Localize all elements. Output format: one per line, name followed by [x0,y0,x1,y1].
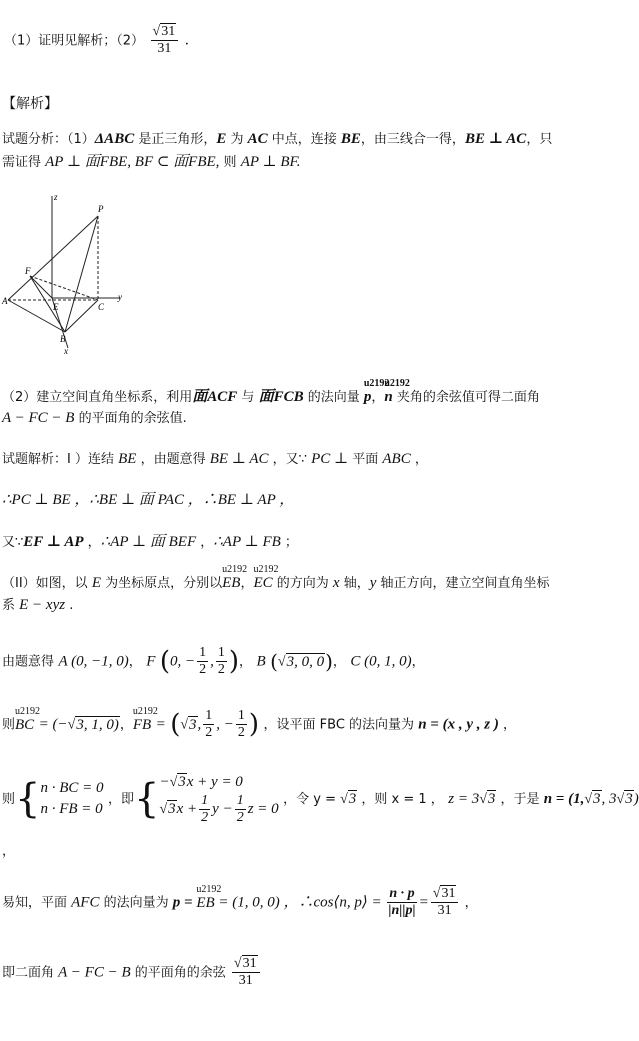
plane-afc: AFC [71,894,100,911]
fb-equals: = [155,716,166,733]
system-line: 则{ n · BC = 0 n · FB = 0 ，即{ −√3x + y = 0 √3x + $\frac{1}{2}$ y − $\frac{1}{2}$ z = 0 ，令 y = √3 ，则 x = 1 ， z = 3√3 ，于是 n = (1,√3, 3√3) [2,774,639,826]
label-b: B [60,334,66,344]
s2-f1-den: 2 [201,810,209,826]
s1-root: 3 [178,774,186,790]
vector-bc: u2192 BC [15,717,34,734]
s1-rest: x + y = 0 [186,774,243,790]
coord-b: 3, 0, 0 [286,653,325,670]
fb-x: 3 [189,716,197,733]
f-z-den: 2 [217,662,225,678]
solution-text: ，由题意得 [136,452,210,467]
analysis-text: 需证得 [2,155,46,170]
z-value: z = 3 [448,791,480,808]
coord-system: E − xyz [19,597,66,613]
system-lead: 则 [2,792,16,808]
coords-line: 由题意得 A (0, −1, 0)， F (0, − $\frac{1}{2}$ , $\frac{1}{2}$ )， B (√3, 0, 0)， C (0, 1, 0)， [2,645,425,678]
linear-system: −√3x + y = 0 √3x + $\frac{1}{2}$ y − $\frac{1}{2}$ z = 0 [159,774,279,826]
solution-text: （II）如图，以 [2,576,92,591]
segment-be: BE [340,131,361,147]
then-x: ，则 x = 1 ， [357,792,444,808]
n-root1: 3 [593,791,601,808]
s2-f2-den: 2 [236,810,244,826]
analysis-text: 中点，连接 [267,132,341,147]
cos-text: 易知，平面 [2,895,72,911]
answer-fraction: $\frac{√31}{31}$ [151,24,179,57]
cos-result-num: 31 [441,886,456,901]
cos-result-den: 31 [437,903,452,919]
analysis-text: 则 [219,155,241,170]
solution-line-2: ∴PC ⊥ BE ，∴BE ⊥ 面 PAC ，∴BE ⊥ AP ， [2,492,295,508]
s1-neg: − [159,774,170,790]
dihedral-angle: A − FC − B [2,410,75,426]
solution-line-1 [2,448,428,468]
vector-p: u2192 p [364,389,372,406]
n-root2: 3 [625,791,633,808]
analysis-text: 是正三角形， [134,132,217,147]
section-title: 【解析】 [2,96,58,112]
eq-dot-bc: n · BC = 0 [40,780,104,797]
separator: ， [239,654,253,670]
separator: ， [128,654,142,670]
separator: ， [411,654,425,670]
system-tail: ， [2,844,16,859]
ef-perp-ap: EF ⊥ AP [23,534,84,550]
final-text: 即二面角 [2,965,59,981]
solution-text: ； [280,535,298,550]
plane-abc: ABC [382,451,411,467]
coord-a: A (0, −1, 0) [58,653,129,670]
label-f: F [25,266,31,276]
dot-system [40,778,103,820]
vectors-line: 则u2192 BC = (−√3, 1, 0)，u2192 FB = (√3, $\frac{1}{2}$ , − $\frac{1}{2}$ ) ，设平面 FBC 的法向量为 n = (x , y , z ) ， [2,708,516,741]
solution-line-3 [2,530,298,551]
ap-perp-plane: AP ⊥ 面FBE, BF ⊂ 面FBE, [45,154,220,170]
coord-f-label: F [146,653,156,670]
fb-z-num: 1 [236,708,247,725]
solution-text: 又∵ [2,535,24,550]
bc-value-open: = (− [38,716,68,733]
s2-root: 3 [168,801,176,818]
label-y: y [118,292,122,302]
analysis-line-1 [2,128,552,148]
final-text: 的平面角的余弦 [130,965,230,981]
vector-eb: u2192 EB [222,575,240,592]
solution-text: ， [410,452,428,467]
part2-line-2 [2,407,187,427]
label-x: x [64,346,68,356]
fb-y-den: 2 [205,725,213,741]
solution-text: ， [83,535,101,550]
solution-text: 轴， [339,576,370,591]
geometry-figure [0,188,130,358]
cos-frac-num: n · p [387,886,416,903]
point-e: E [216,131,227,147]
edge-fc [30,276,98,300]
be-perp-ac: BE ⊥ AC [209,451,269,467]
eq-dot-fb: n · FB = 0 [40,801,103,818]
vector-fb: u2192 FB [133,717,151,734]
solution-text: 平面 [348,452,383,467]
part2-text: （2）建立空间直角坐标系，利用 [2,390,193,405]
answer-line [4,24,189,57]
edge-pa [8,216,98,300]
segment-be: BE [118,451,137,467]
plane-fcb: 面FCB [258,389,304,405]
part2-line-1 [2,385,540,406]
sofar-text: ，于是 [496,792,544,808]
solution-text: 试题解析：I ）连结 [2,452,119,467]
part2-text: 的法向量 [303,390,364,405]
coord-c: C (0, 1, 0) [350,653,412,670]
ap-perp-bf: AP ⊥ BF. [240,154,301,170]
analysis-text: ，只 [526,132,553,147]
triangle-abc: ΔABC [94,131,135,147]
s2-y: y − [212,801,233,818]
fb-z-den: 2 [237,725,245,741]
s2-x: x + [176,801,198,818]
segment-ac: AC [247,131,268,147]
label-z: z [54,192,58,202]
p-def: p = [172,894,197,911]
analysis-text: 为 [226,132,248,147]
point-e: E [91,575,101,591]
vectors-lead: 则 [2,717,16,733]
z-root: 3 [487,791,496,808]
part2-text: 的平面角的余弦值. [74,411,187,426]
separator: ， [460,895,478,911]
normal-def: n = (x , y , z ) [418,716,499,733]
edge-pb [65,216,98,332]
final-den: 31 [238,973,253,989]
vector-eb: u2192 EB [196,895,214,912]
n-part: , 3 [601,791,617,808]
final-line: 即二面角 A − FC − B 的平面角的余弦 $\frac{√31}{31}$ [2,956,262,989]
n-end: ) [633,791,639,808]
bc-value: 3, 1, 0) [76,716,119,733]
ap-perp-bef: ∴AP ⊥ 面 BEF [100,534,197,550]
coord-b-label: B [256,653,266,670]
s2-f2-num: 1 [235,793,246,810]
axis-y: y [369,575,377,591]
solution-line-4 [2,572,550,592]
separator: ， [332,654,346,670]
answer-den: 31 [157,41,172,57]
part2-text: 夹角的余弦值可得二面角 [392,390,540,405]
let-text: ，令 y = [283,792,341,808]
cos-frac-den: |n||p| [388,903,416,919]
cos-line: 易知，平面 AFC 的法向量为 p = u2192 EB = (1, 0, 0) ，∴cos⟨n, p⟩ = $\frac{n \cdot p}{|n||p|}$ = $\frac{√31}{31}$ ， [2,886,478,919]
answer-suffix: . [184,32,190,49]
solution-line-5 [2,594,73,614]
solution-text: ， [240,576,254,591]
vector-n: u2192 n [384,389,392,406]
label-a: A [2,296,8,306]
edge-fb [30,276,65,332]
answer-prefix: （1）证明见解析；（2） [4,33,145,49]
answer-num: 31 [161,24,176,39]
analysis-text: ，由三线合一得， [360,132,465,147]
part2-text: ， [371,390,385,405]
normal-text: ，设平面 FBC 的法向量为 [263,717,419,733]
vector-ec: u2192 EC [253,575,272,592]
coords-lead: 由题意得 [2,654,55,670]
label-c: C [98,302,105,312]
cos-text: 的法向量为 [99,895,173,911]
cos-eq: = [418,894,429,911]
f-y-num: 1 [197,645,208,662]
fb-y-num: 1 [203,708,214,725]
part2-text: 与 [237,390,259,405]
solution-text: ， [196,535,214,550]
cos-expr: = (1, 0, 0) ，∴cos⟨n, p⟩ = [214,894,386,911]
final-num: 31 [242,956,257,971]
ap-perp-fb: ∴AP ⊥ FB [213,534,281,550]
solution-text: 轴正方向，建立空间直角坐标 [376,576,550,591]
label-e: E [53,302,59,312]
solution-text: 的方向为 [272,576,333,591]
f-z-num: 1 [216,645,227,662]
edge-fe [30,276,52,298]
analysis-line-2 [2,150,301,171]
be-perp-ac: BE ⊥ AC [464,131,527,147]
f-y-den: 2 [199,662,207,678]
pc-perp: PC ⊥ [311,451,349,467]
solution-text: 为坐标原点，分别以 [100,576,223,591]
solution-text: ，又∵ [268,452,312,467]
analysis-text: 试题分析：（1） [2,132,95,147]
label-p: P [98,204,104,214]
separator: ， [498,717,516,733]
let-value: 3 [348,791,357,808]
dihedral-angle: A − FC − B [58,964,131,981]
solution-text: . [65,598,74,613]
solution-text: 系 [2,598,20,613]
s2-f1-num: 1 [199,793,210,810]
plane-acf: 面ACF [192,389,238,405]
system-mid: ，即 [107,792,134,808]
n-result: n = (1, [543,791,585,808]
axis-x: x [332,575,340,591]
s2-z: z = 0 [247,801,279,818]
